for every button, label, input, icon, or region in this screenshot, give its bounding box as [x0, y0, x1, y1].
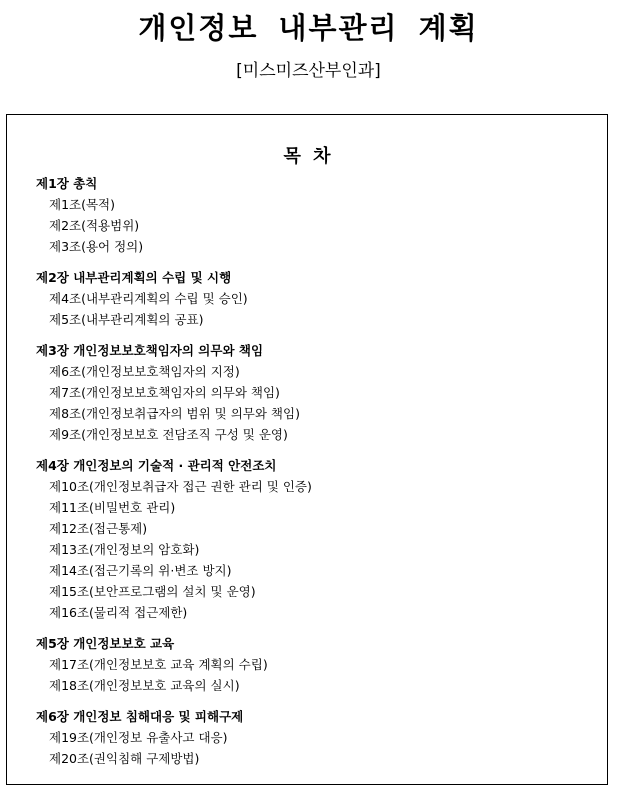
chapter-title: 제2장 내부관리계획의 수립 및 시행 [36, 270, 232, 285]
article-item: 제16조(물리적 접근제한) [49, 605, 188, 620]
document-title: 개인정보 내부관리 계획 [138, 11, 479, 45]
article-item: 제4조(내부관리계획의 수립 및 승인) [49, 291, 248, 306]
chapter-title: 제3장 개인정보보호책임자의 의무와 책임 [36, 343, 264, 358]
chapter-title: 제6장 개인정보 침해대응 및 피해구제 [36, 709, 244, 724]
article-item: 제14조(접근기록의 위·변조 방지) [49, 563, 232, 578]
article-item: 제12조(접근통제) [49, 521, 148, 536]
article-item: 제13조(개인정보의 암호화) [49, 542, 200, 557]
article-item: 제2조(적용범위) [49, 218, 140, 233]
chapter-title: 제1장 총칙 [36, 176, 98, 191]
chapter-title: 제4장 개인정보의 기술적 · 관리적 안전조치 [36, 458, 277, 473]
article-item: 제20조(권익침해 구제방법) [49, 751, 200, 766]
article-item: 제17조(개인정보보호 교육 계획의 수립) [49, 657, 268, 672]
article-item: 제8조(개인정보취급자의 범위 및 의무와 책임) [49, 406, 300, 421]
chapter-5 [36, 633, 312, 696]
article-item: 제3조(용어 정의) [49, 239, 144, 254]
article-item: 제1조(목적) [49, 197, 116, 212]
table-of-contents [6, 114, 608, 785]
article-item: 제18조(개인정보보호 교육의 실시) [49, 678, 240, 693]
toc-heading: 목 차 [283, 146, 331, 167]
chapter-4 [36, 455, 312, 623]
chapter-1 [36, 173, 312, 257]
article-item: 제10조(개인정보취급자 접근 권한 관리 및 인증) [49, 479, 312, 494]
chapter-6 [36, 706, 312, 769]
article-item: 제15조(보안프로그램의 설치 및 운영) [49, 584, 256, 599]
article-item: 제9조(개인정보보호 전담조직 구성 및 운영) [49, 427, 288, 442]
document-subtitle: [미스미즈산부인과] [236, 61, 381, 81]
article-item: 제19조(개인정보 유출사고 대응) [49, 730, 228, 745]
article-item: 제7조(개인정보보호책임자의 의무와 책임) [49, 385, 280, 400]
toc-list [36, 173, 312, 779]
article-item: 제6조(개인정보보호책임자의 지정) [49, 364, 240, 379]
chapter-2 [36, 267, 312, 330]
chapter-3 [36, 340, 312, 445]
article-item: 제5조(내부관리계획의 공표) [49, 312, 204, 327]
chapter-title: 제5장 개인정보보호 교육 [36, 636, 175, 651]
article-item: 제11조(비밀번호 관리) [49, 500, 176, 515]
